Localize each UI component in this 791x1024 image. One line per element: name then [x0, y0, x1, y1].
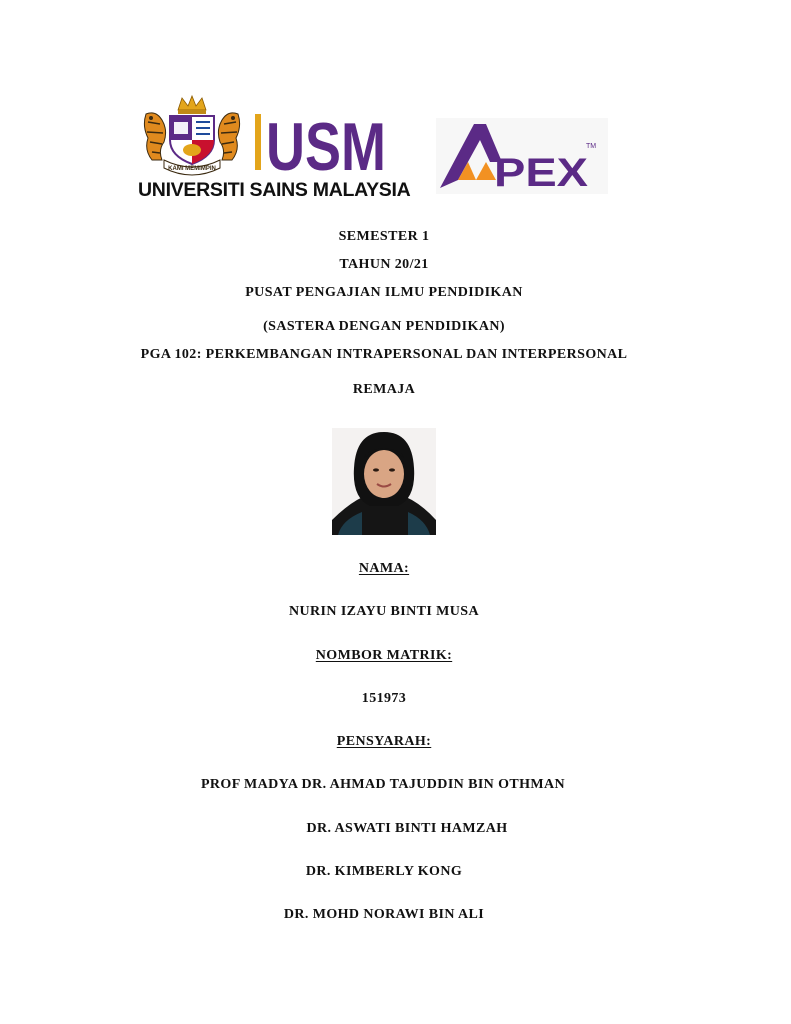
shield-icon	[170, 116, 214, 164]
tiger-right-icon	[218, 113, 239, 160]
lecturer-name: DR. ASWATI BINTI HAMZAH	[306, 821, 508, 836]
course-title-line1: PGA 102: PERKEMBANGAN INTRAPERSONAL DAN INTERPERSONAL	[140, 347, 628, 362]
name-label: NAMA:	[358, 561, 410, 576]
lecturer-label: PENSYARAH:	[336, 734, 432, 749]
semester: SEMESTER 1	[338, 229, 430, 244]
apex-logo	[436, 118, 608, 194]
program: (SASTERA DENGAN PENDIDIKAN)	[263, 319, 505, 334]
student-name: NURIN IZAYU BINTI MUSA	[289, 604, 479, 619]
apex-logo-graphic	[436, 118, 608, 194]
matric-number: 151973	[361, 691, 407, 706]
logo-divider	[255, 114, 261, 170]
tiger-left-icon	[144, 113, 165, 160]
usm-wordmark: USM	[266, 109, 386, 185]
student-photo	[332, 428, 436, 535]
year: TAHUN 20/21	[339, 257, 429, 272]
school: PUSAT PENGAJIAN ILMU PENDIDIKAN	[245, 285, 523, 300]
usm-crest-and-wordmark	[138, 94, 390, 185]
course-title-line2: REMAJA	[352, 382, 416, 397]
apex-wordmark-text: PEX	[494, 151, 589, 195]
portrait-image	[332, 428, 436, 535]
crown-icon	[178, 96, 206, 114]
lecturer-name: DR. KIMBERLY KONG	[305, 864, 463, 879]
matric-label: NOMBOR MATRIK:	[315, 648, 453, 663]
apex-tm: TM	[586, 143, 597, 150]
usm-caption: UNIVERSITI SAINS MALAYSIA	[138, 179, 411, 201]
lecturer-name: PROF MADYA DR. AHMAD TAJUDDIN BIN OTHMAN	[200, 777, 566, 792]
lecturer-name: DR. MOHD NORAWI BIN ALI	[283, 907, 485, 922]
crest-motto: KAMI MEMIMPIN	[168, 166, 216, 172]
